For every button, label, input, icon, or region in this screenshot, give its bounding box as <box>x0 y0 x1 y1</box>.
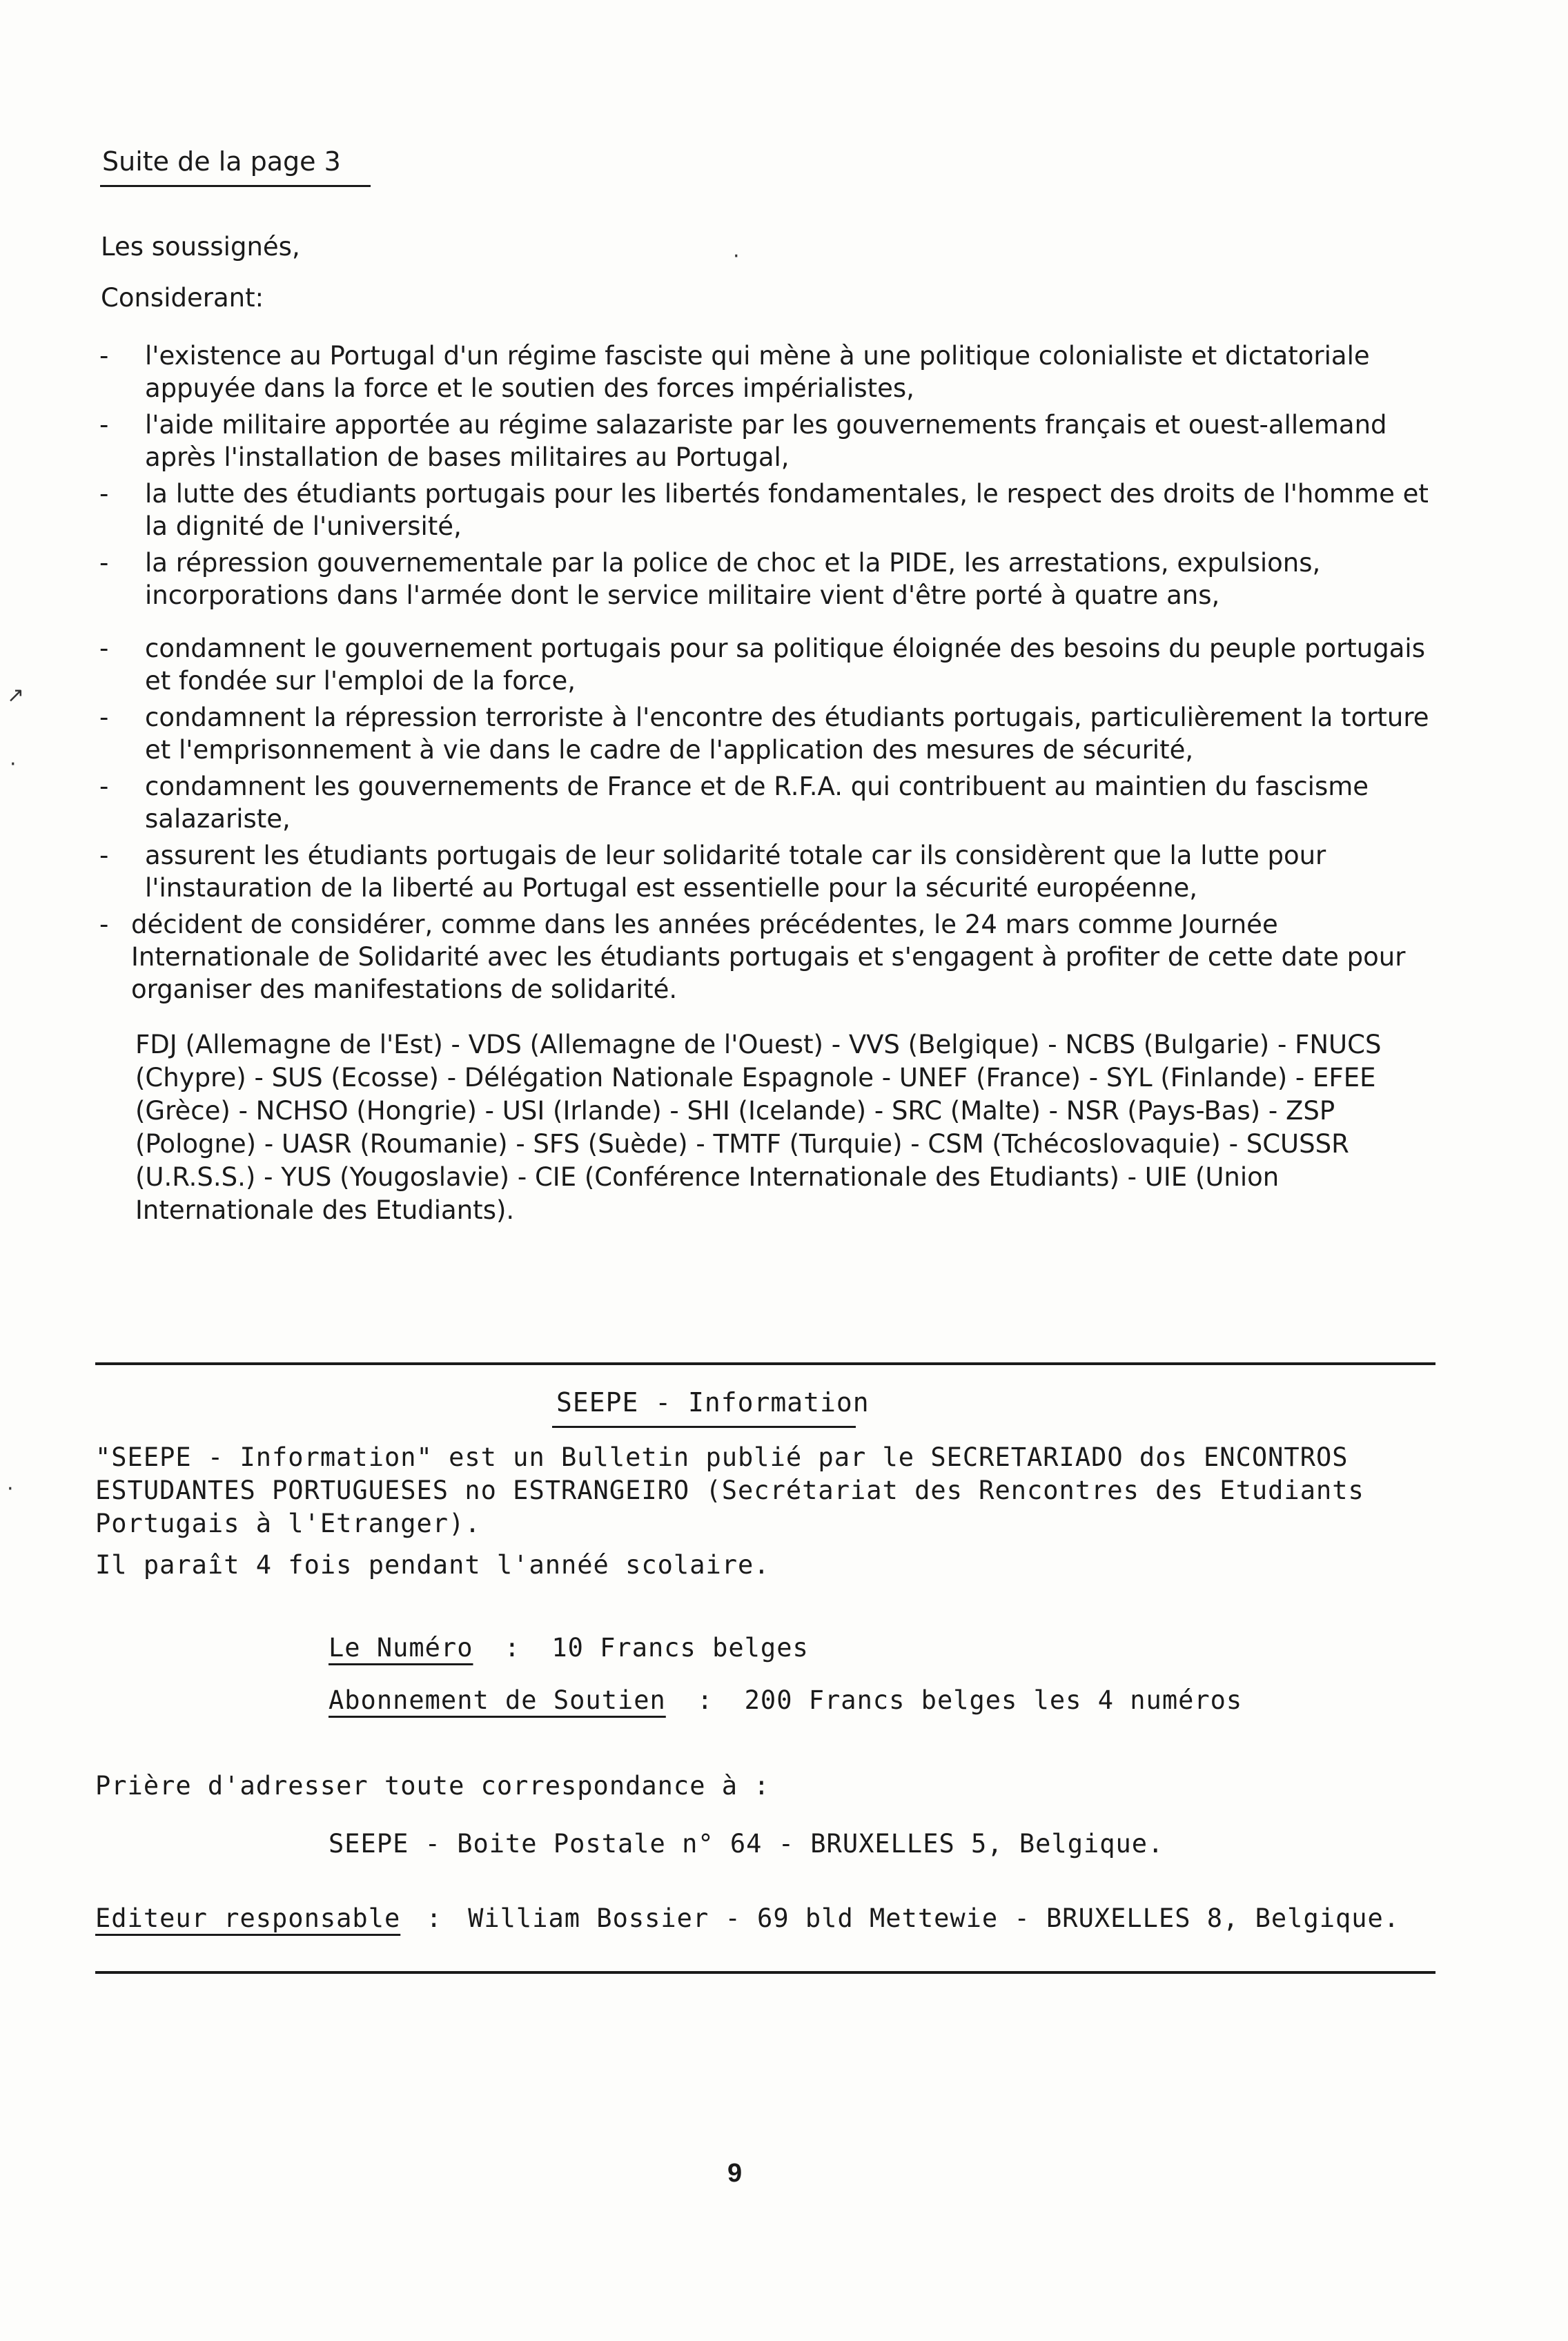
continuation-underline <box>100 185 371 187</box>
list-dash: - <box>99 548 109 578</box>
postal-address: SEEPE - Boite Postale n° 64 - BRUXELLES 5, Belgique. <box>329 1829 1164 1859</box>
considering-item <box>95 409 1444 473</box>
resolution-item <box>95 770 1444 835</box>
price-label: Le Numéro <box>329 1633 473 1663</box>
list-dash: - <box>99 634 109 663</box>
considering-item <box>95 478 1444 542</box>
price-line <box>329 1633 809 1663</box>
list-dash: - <box>99 479 109 509</box>
scan-mark: ↗ <box>7 683 25 707</box>
publisher-line <box>95 1903 1400 1933</box>
price-colon: : <box>504 1633 521 1663</box>
list-dash: - <box>99 841 109 870</box>
scan-mark: · <box>733 244 740 268</box>
resolution-item <box>95 839 1444 904</box>
publisher-colon: : <box>426 1903 442 1933</box>
resolution-item-text: décident de considérer, comme dans les années précédentes, le 24 mars comme Journée Internationale de Solidarité avec les étudiants portugais et s'engagent à profiter de cette date pour organiser des manifestations de solidarité. <box>131 910 1406 1004</box>
subscription-line <box>329 1685 1242 1715</box>
resolution-list <box>95 340 1444 1010</box>
publisher-value: William Bossier - 69 bld Mettewie - BRUXELLES 8, Belgique. <box>468 1903 1400 1933</box>
correspondence-prompt: Prière d'adresser toute correspondance à : <box>95 1771 770 1801</box>
considering-item-text: la lutte des étudiants portugais pour les libertés fondamentales, le respect des droits de l'homme et la dignité de l'université, <box>145 479 1429 541</box>
info-frequency: Il paraît 4 fois pendant l'annéé scolaire. <box>95 1550 770 1580</box>
considering-item <box>95 340 1444 404</box>
list-dash: - <box>99 910 109 939</box>
footer-divider <box>95 1971 1435 1974</box>
resolution-item-text: condamnent la répression terroriste à l'encontre des étudiants portugais, particulièrement la torture et l'emprisonnement à vie dans le cadre de l'application des mesures de sécurité, <box>145 703 1429 765</box>
list-dash: - <box>99 703 109 732</box>
considering-item-text: l'existence au Portugal d'un régime fasciste qui mène à une politique colonialiste et dictatoriale appuyée dans la force et le soutien des forces impérialistes, <box>145 341 1370 403</box>
page-number: 9 <box>727 2159 743 2188</box>
section-divider <box>95 1362 1435 1365</box>
resolution-item <box>95 701 1444 766</box>
publisher-label: Editeur responsable <box>95 1903 401 1933</box>
price-value: 10 Francs belges <box>551 1633 809 1663</box>
considering-item-text: la répression gouvernementale par la police de choc et la PIDE, les arrestations, expulsions, incorporations dans l'armée dont le service militaire vient d'être porté à quatre ans, <box>145 548 1321 610</box>
list-dash: - <box>99 410 109 440</box>
list-dash: - <box>99 341 109 371</box>
info-description: "SEEPE - Information" est un Bulletin publié par le SECRETARIADO dos ENCONTROS ESTUDANTES PORTUGUESES no ESTRANGEIRO (Secrétariat des Rencontres des Etudiants Portugais à l'Etranger). <box>95 1442 1364 1538</box>
info-heading-underline <box>552 1426 856 1428</box>
resolution-item-text: condamnent le gouvernement portugais pour sa politique éloignée des besoins du peuple portugais et fondée sur l'emploi de la force, <box>145 634 1425 696</box>
considering-item <box>95 547 1444 611</box>
considering-label: Considerant: <box>101 283 264 313</box>
resolution-opening: Les soussignés, <box>101 232 300 262</box>
subscription-value: 200 Francs belges les 4 numéros <box>744 1685 1243 1715</box>
signatories-list: FDJ (Allemagne de l'Est) - VDS (Allemagne de l'Ouest) - VVS (Belgique) - NCBS (Bulgarie) - FNUCS (Chypre) - SUS (Ecosse) - Délégation Nationale Espagnole - UNEF (France) - SYL (Finlande) - EFEE (Grèce) - NCHSO (Hongrie) - USI (Irlande) - SHI (Icelande) - SRC (Malte) - NSR (Pays-Bas) - ZSP (Pologne) - UASR (Roumanie) - SFS (Suède) - TMTF (Turquie) - CSM (Tchécoslovaquie) - SCUSSR (U.R.S.S.) - YUS (Yougoslavie) - CIE (Conférence Internationale des Etudiants) - UIE (Union Internationale des Etudiants). <box>135 1030 1382 1225</box>
list-dash: - <box>99 772 109 801</box>
subscription-colon: : <box>697 1685 714 1715</box>
info-heading: SEEPE - Information <box>556 1387 870 1418</box>
scan-mark: · <box>7 1477 14 1501</box>
scan-mark: · <box>10 752 17 776</box>
considering-item-text: l'aide militaire apportée au régime salazariste par les gouvernements français et ouest-allemand après l'installation de bases militaires au Portugal, <box>145 410 1387 472</box>
resolution-item <box>95 632 1444 697</box>
subscription-label: Abonnement de Soutien <box>329 1685 666 1715</box>
resolution-item <box>95 908 1444 1006</box>
resolution-item-text: condamnent les gouvernements de France et de R.F.A. qui contribuent au maintien du fascisme salazariste, <box>145 772 1369 834</box>
resolution-item-text: assurent les étudiants portugais de leur solidarité totale car ils considèrent que la lutte pour l'instauration de la liberté au Portugal est essentielle pour la sécurité européenne, <box>145 841 1326 903</box>
continuation-note: Suite de la page 3 <box>102 146 341 177</box>
